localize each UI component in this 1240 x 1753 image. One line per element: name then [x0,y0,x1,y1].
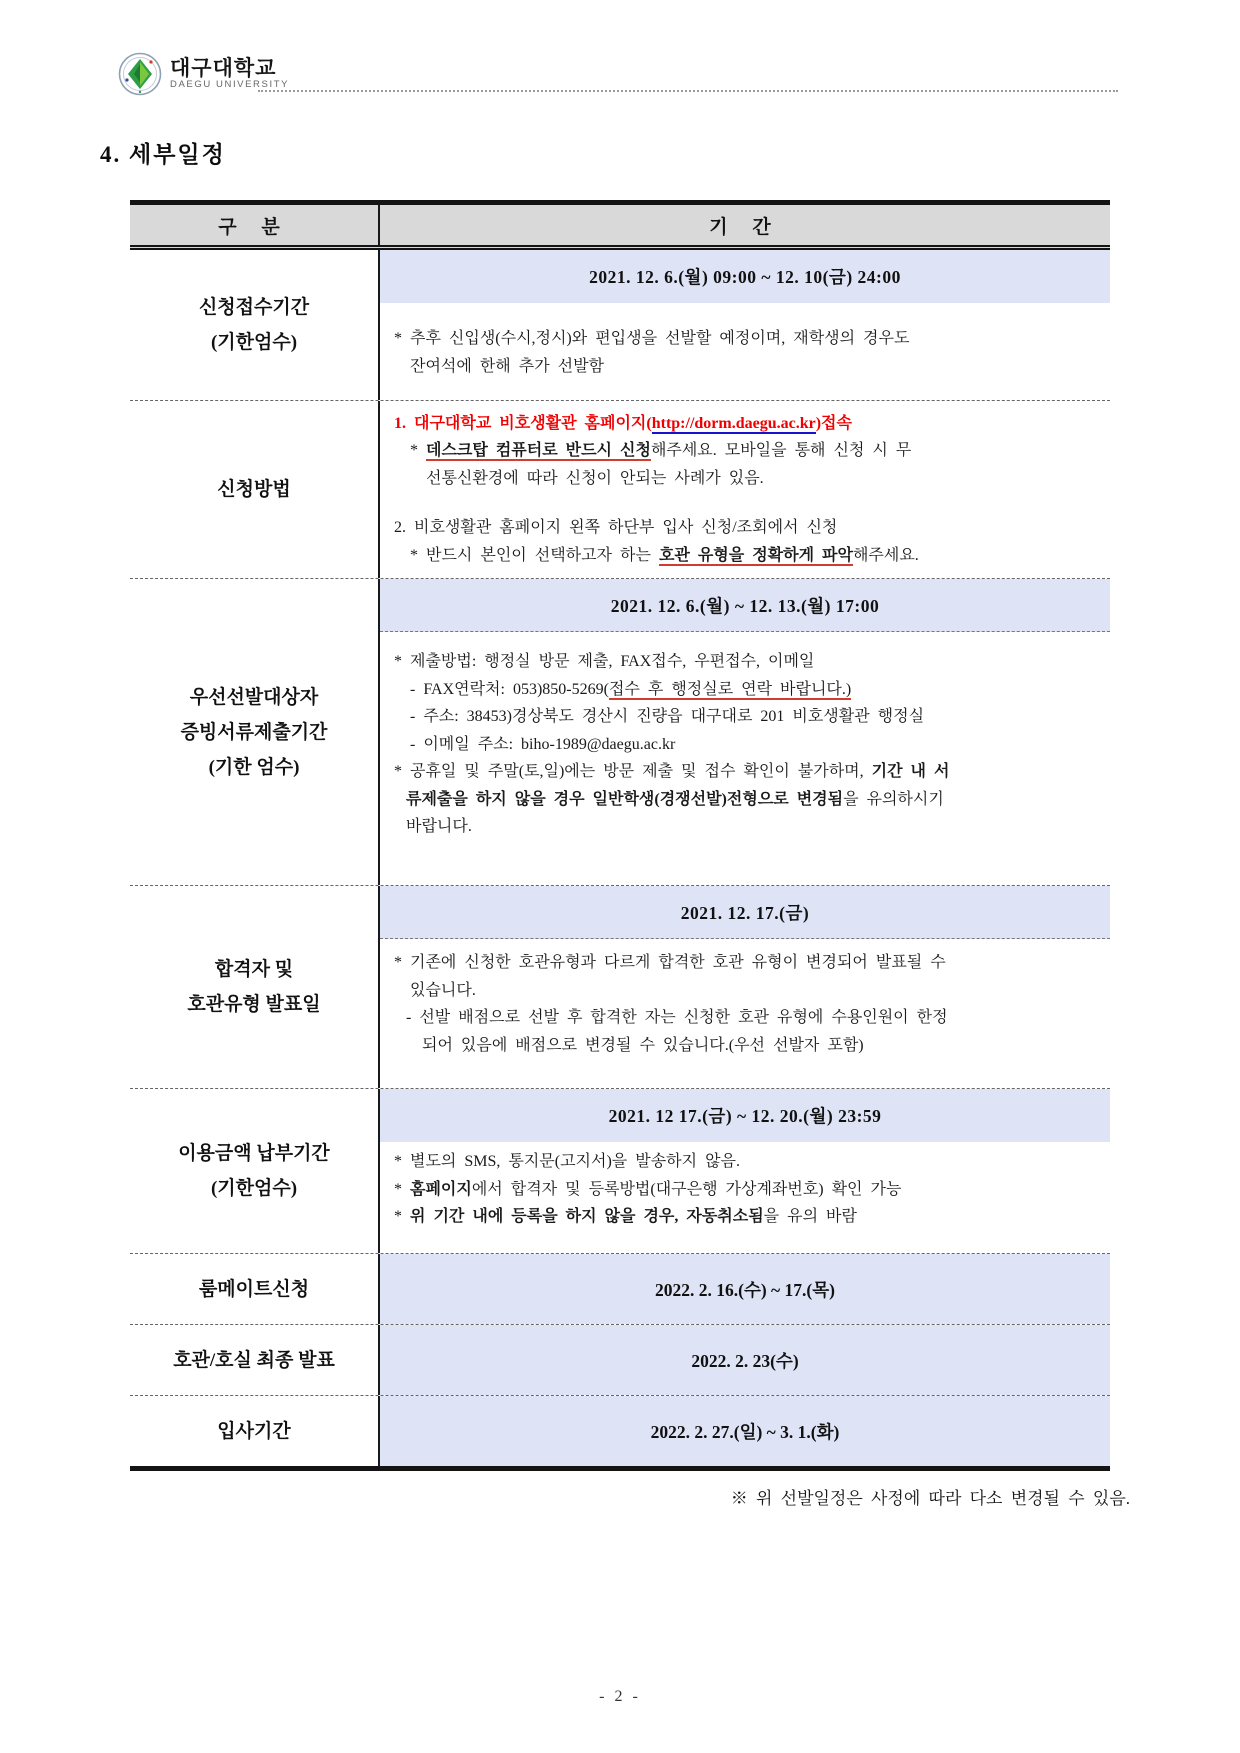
date-band: 2022. 2. 23(수) [380,1325,1110,1395]
row-category-label: 합격자 및 호관유형 발표일 [130,886,380,1088]
date-band: 2021. 12. 17.(금) [380,886,1110,939]
university-logo-text [170,58,289,90]
row-notes: * 제출방법: 행정실 방문 제출, FAX접수, 우편접수, 이메일 - FAX연락처: 053)850-5269(접수 후 행정실로 연락 바랍니다.) - 주소: 38453)경상북도 경산시 진량읍 대구대로 201 비호생활관 행정실 - 이메일 주소: biho-1989@daegu.ac.kr * 공휴일 및 주말(토,일)에는 방문 제출 및 접수 확인이 불가하며, 기간 내 서 류제출을 하지 않을 경우 일반학생(경쟁선발)전형으로 변경됨을 유의하시기 바랍니다. [380,648,1110,841]
table-header-row [130,205,1110,250]
column-header-period: 기 간 [709,216,781,238]
email-address-line: - 이메일 주소: biho-1989@daegu.ac.kr [410,735,676,753]
section-title: 4. 세부일정 [100,142,226,167]
row-period-cell [380,1325,1110,1395]
header-divider-line [258,90,1118,92]
row-period-cell [380,1254,1110,1324]
row-category-label: 룸메이트신청 [130,1254,380,1324]
row-period-cell [380,886,1110,1088]
row-notes: * 추후 신입생(수시,정시)와 편입생을 선발할 예정이며, 재학생의 경우도 잔여석에 한해 추가 선발함 [394,330,910,375]
row-notes: * 별도의 SMS, 통지문(고지서)을 발송하지 않음. * 홈페이지에서 합격자 및 등록방법(대구은행 가상계좌번호) 확인 가능 * 위 기간 내에 등록을 하지 않을 경우, 자동취소됨을 유의 바람 [394,1153,902,1225]
row-notes: 1. 대구대학교 비호생활관 홈페이지(http://dorm.daegu.ac.kr)접속 * 데스크탑 컴퓨터로 반드시 신청해주세요. 모바일을 통해 신청 시 무 선통신환경에 따라 신청이 안되는 사례가 있음. 2. 비호생활관 홈페이지 왼쪽 하단부 입사 신청/조회에서 신청 * 반드시 본인이 선택하고자 하는 호관 유형을 정확하게 파악해주세요. [380,410,1110,570]
method-step-2: 2. 비호생활관 홈페이지 왼쪽 하단부 입사 신청/조회에서 신청 [394,519,838,537]
table-row-move-in-period [130,1396,1110,1466]
row-category-label: 입사기간 [130,1396,380,1466]
row-period-cell [380,250,1110,400]
table-row-application-period [130,250,1110,401]
date-band: 2022. 2. 16.(수) ~ 17.(목) [380,1254,1110,1324]
table-row-roommate-application [130,1254,1110,1325]
row-period-cell [380,1089,1110,1253]
date-band: 2021. 12. 6.(월) 09:00 ~ 12. 10(금) 24:00 [380,250,1110,303]
date-band: 2021. 12. 6.(월) ~ 12. 13.(월) 17:00 [380,579,1110,632]
row-category-label: 이용금액 납부기간 (기한엄수) [130,1089,380,1253]
row-period-cell [380,1396,1110,1466]
row-notes: * 기존에 신청한 호관유형과 다르게 합격한 호관 유형이 변경되어 발표될 수 있습니다. - 선발 배점으로 선발 후 합격한 자는 신청한 호관 유형에 수용인원이 한정 되어 있음에 배점으로 변경될 수 있습니다.(우선 선발자 포함) [394,954,948,1054]
date-band: 2021. 12 17.(금) ~ 12. 20.(월) 23:59 [380,1089,1110,1142]
page-number: - 2 - [599,1688,641,1705]
row-category-label: 우선선발대상자 증빙서류제출기간 (기한 엄수) [130,579,380,885]
row-period-cell [380,579,1110,885]
date-band: 2022. 2. 27.(일) ~ 3. 1.(화) [380,1396,1110,1466]
table-row-application-method [130,401,1110,579]
table-row-payment-period [130,1089,1110,1254]
row-category-label: 신청접수기간 (기한엄수) [130,250,380,400]
table-row-document-submission [130,579,1110,886]
university-emblem-icon [118,52,162,96]
university-name-english: DAEGU UNIVERSITY [170,79,290,91]
schedule-change-footnote: ※ 위 선발일정은 사정에 따라 다소 변경될 수 있음. [730,1489,1130,1508]
university-name-korean: 대구대학교 [170,56,277,80]
row-category-label: 호관/호실 최종 발표 [130,1325,380,1395]
dorm-homepage-link[interactable]: http://dorm.daegu.ac.kr [651,414,816,432]
method-step-1: 1. 대구대학교 비호생활관 홈페이지(http://dorm.daegu.ac.kr)접속 [394,414,852,432]
table-row-final-room-announcement [130,1325,1110,1396]
row-period-cell [380,401,1110,578]
column-header-category: 구 분 [130,205,380,245]
table-row-result-announcement [130,886,1110,1089]
schedule-table [130,200,1110,1471]
row-category-label: 신청방법 [130,401,380,578]
